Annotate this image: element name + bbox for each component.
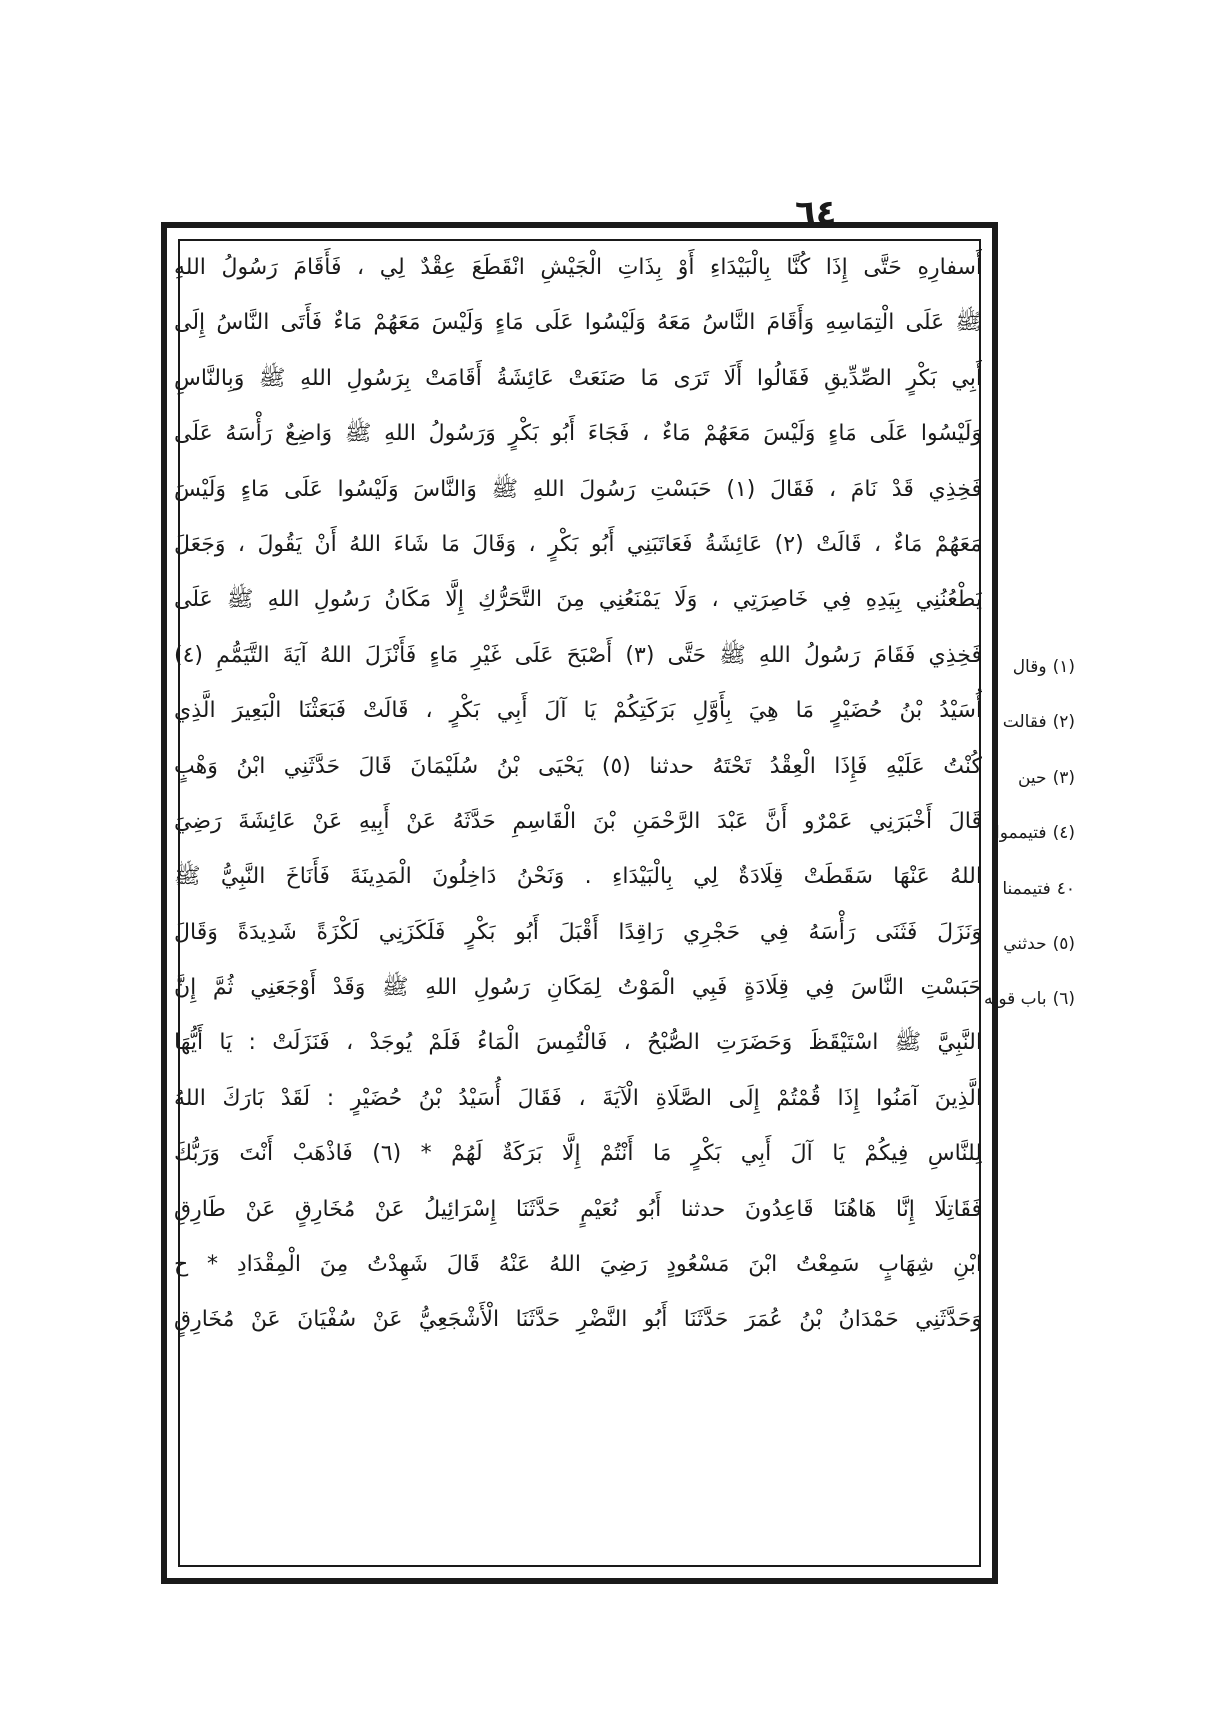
- text-line: يَطْعُنُنِي بِيَدِهِ فِي خَاصِرَتِي ، وَلَا يَمْنَعُنِي مِنَ التَّحَرُّكِ إِلَّا مَكَانُ رَسُولِ اللهِ ﷺ عَلَى: [174, 587, 982, 613]
- margin-note-text: فتيممنا: [1002, 878, 1051, 899]
- margin-note: [965, 806, 1075, 861]
- text-line: فَخِذِي فَقَامَ رَسُولُ اللهِ ﷺ حَتَّى (٣) أَصْبَحَ عَلَى غَيْرِ مَاءٍ فَأَنْزَلَ اللهُ آيَةَ التَّيَمُّمِ (٤): [174, 642, 982, 668]
- text-line: الَّذِينَ آمَنُوا إِذَا قُمْتُمْ إِلَى الصَّلَاةِ الْآيَةَ ، فَقَالَ أُسَيْدُ بْنُ حُضَيْرٍ : لَقَدْ بَارَكَ اللهُ: [174, 1085, 982, 1111]
- text-line: أَسفارِهِ حَتَّى إِذَا كُنَّا بِالْبَيْدَاءِ أَوْ بِذَاتِ الْجَيْشِ انْقَطَعَ عِقْدٌ لِي ، فَأَقَامَ رَسُولُ اللهِ: [174, 255, 982, 280]
- text-line: ابْنِ شِهَابٍ سَمِعْتُ ابْنَ مَسْعُودٍ رَضِيَ اللهُ عَنْهُ قَالَ شَهِدْتُ مِنَ الْمِقْدَادِ * ح: [174, 1252, 982, 1278]
- text-line: النَّبِيَّ ﷺ اسْتَيْقَظَ وَحَضَرَتِ الصُّبْحُ ، فَالْتُمِسَ الْمَاءُ فَلَمْ يُوجَدْ ، فَنَزَلَتْ : يَا أَيُّهَا: [174, 1030, 982, 1056]
- margin-note-number: (٣): [1052, 767, 1075, 788]
- text-line: كُنْتُ عَلَيْهِ فَإِذَا الْعِقْدُ تَحْتَهُ حدثنا (٥) يَحْيَى بْنُ سُلَيْمَانَ قَالَ حَدَّثَنِي ابْنُ وَهْبٍ: [174, 753, 982, 779]
- margin-note-text: وقال: [1012, 657, 1047, 677]
- margin-note: [965, 862, 1075, 917]
- text-line: فَقَاتِلَا إِنَّا هَاهُنَا قَاعِدُونَ حدثنا أَبُو نُعَيْمٍ حَدَّثَنَا إِسْرَائِيلُ عَنْ مُخَارِقٍ عَنْ طَارِقِ: [174, 1196, 982, 1222]
- margin-note: [965, 695, 1075, 750]
- text-line: أُسَيْدُ بْنُ حُضَيْرٍ مَا هِيَ بِأَوَّلِ بَرَكَتِكُمْ يَا آلَ أَبِي بَكْرٍ ، قَالَتْ فَبَعَثْنَا الْبَعِيرَ الَّذِي: [174, 698, 982, 724]
- margin-note-text: حين: [1017, 767, 1047, 788]
- margin-note-number: (٤): [1052, 823, 1075, 844]
- margin-note-number: (١): [1052, 657, 1075, 677]
- text-line: مَعَهُمْ مَاءٌ ، قَالَتْ (٢) عَائِشَةُ فَعَاتَبَنِي أَبُو بَكْرٍ ، وَقَالَ مَا شَاءَ اللهُ أَنْ يَقُولَ ، وَجَعَلَ: [174, 531, 982, 557]
- text-line: قَالَ أَخْبَرَنِي عَمْرٌو أَنَّ عَبْدَ الرَّحْمَنِ بْنَ الْقَاسِمِ حَدَّثَهُ عَنْ أَبِيهِ عَنْ عَائِشَةَ رَضِيَ: [174, 808, 982, 834]
- page-number: ٦٤: [795, 193, 837, 233]
- margin-note: [965, 972, 1075, 1027]
- margin-note-number: (٢): [1052, 712, 1075, 733]
- text-line: لِلنَّاسِ فِيكُمْ يَا آلَ أَبِي بَكْرٍ مَا أَنْتُمْ إِلَّا بَرَكَةٌ لَهُمْ * (٦) فَاذْهَبْ أَنْتَ وَرَبُّكَ: [174, 1141, 982, 1167]
- text-line: وَلَيْسُوا عَلَى مَاءٍ وَلَيْسَ مَعَهُمْ مَاءٌ ، فَجَاءَ أَبُو بَكْرٍ وَرَسُولُ اللهِ ﷺ وَاضِعٌ رَأْسَهُ عَلَى: [174, 421, 982, 447]
- margin-note: [965, 640, 1075, 695]
- margin-note-number: (٦): [1052, 989, 1075, 1010]
- text-line: فَخِذِي قَدْ نَامَ ، فَقَالَ (١) حَبَسْتِ رَسُولَ اللهِ ﷺ وَالنَّاسَ وَلَيْسُوا عَلَى مَاءٍ وَلَيْسَ: [174, 476, 982, 502]
- main-text-block: [174, 240, 982, 1348]
- margin-note-number: ٤٠: [1056, 878, 1075, 899]
- margin-note-text: باب قوله: [984, 989, 1047, 1010]
- margin-note-text: حدثني: [1003, 933, 1047, 954]
- margin-note-text: فتيمموا: [995, 823, 1047, 844]
- margin-note-number: (٥): [1052, 933, 1075, 954]
- text-line: اللهُ عَنْهَا سَقَطَتْ قِلَادَةٌ لِي بِالْبَيْدَاءِ . وَنَحْنُ دَاخِلُونَ الْمَدِينَةَ فَأَنَاخَ النَّبِيُّ ﷺ: [174, 864, 982, 890]
- text-line: حَبَسْتِ النَّاسَ فِي قِلَادَةٍ فَبِي الْمَوْتُ لِمَكَانِ رَسُولِ اللهِ ﷺ وَقَدْ أَوْجَعَنِي ثُمَّ إِنَّ: [174, 975, 982, 1001]
- text-line: وَحَدَّثَنِي حَمْدَانُ بْنُ عُمَرَ حَدَّثَنَا أَبُو النَّضْرِ حَدَّثَنَا الْأَشْجَعِيُّ عَنْ سُفْيَانَ عَنْ مُخَارِقٍ: [174, 1307, 982, 1333]
- margin-note: [965, 917, 1075, 972]
- text-line: وَنَزَلَ فَثَنَى رَأْسَهُ فِي حَجْرِي رَاقِدًا أَقْبَلَ أَبُو بَكْرٍ فَلَكَزَنِي لَكْزَةً شَدِيدَةً وَقَالَ: [174, 919, 982, 945]
- margin-note: [965, 751, 1075, 806]
- margin-note-text: فقالت: [1002, 712, 1047, 733]
- text-line: ﷺ عَلَى الْتِمَاسِهِ وَأَقَامَ النَّاسُ مَعَهُ وَلَيْسُوا عَلَى مَاءٍ وَلَيْسَ مَعَهُمْ مَاءٌ فَأَتَى النَّاسُ إِلَى: [174, 310, 982, 336]
- text-line: أَبِي بَكْرٍ الصِّدِّيقِ فَقَالُوا أَلَا تَرَى مَا صَنَعَتْ عَائِشَةُ أَقَامَتْ بِرَسُولِ اللهِ ﷺ وَبِالنَّاسِ: [174, 365, 982, 391]
- margin-notes: [965, 640, 1075, 1028]
